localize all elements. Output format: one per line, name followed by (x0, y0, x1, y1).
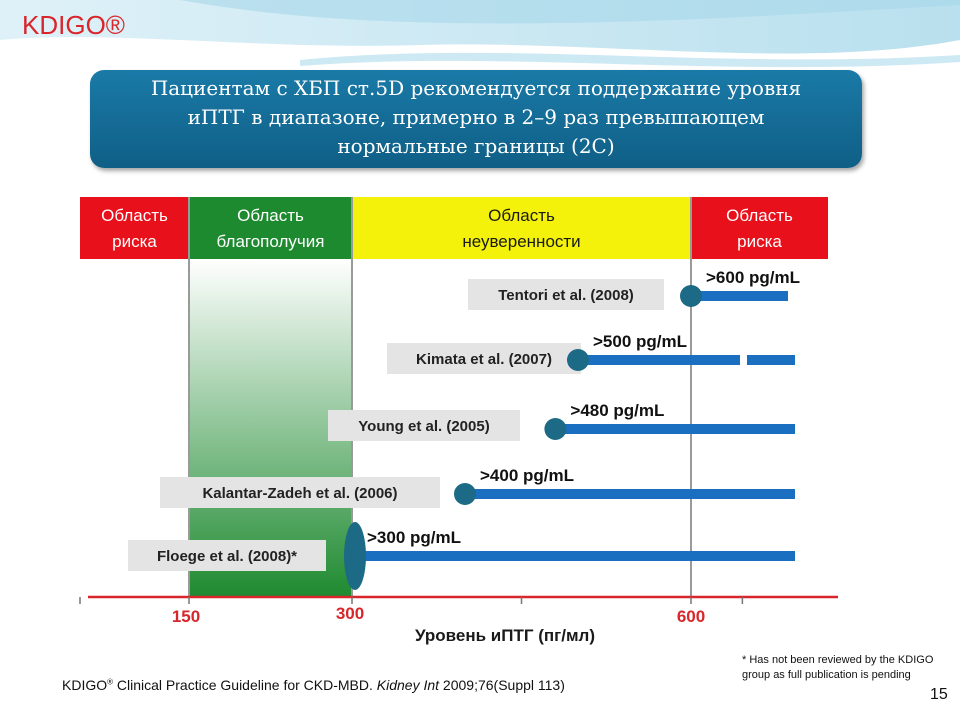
zone-label-1-line-1: благополучия (216, 232, 325, 251)
banner-line-3: нормальные границы (2С) (337, 134, 615, 158)
study-name-2: Young et al. (2005) (358, 418, 490, 435)
study-name-0: Tentori et al. (2008) (498, 287, 634, 304)
threshold-marker-2 (544, 418, 566, 440)
zone-label-2-line-0: Область (488, 206, 555, 225)
threshold-marker-1 (567, 349, 589, 371)
study-name-3: Kalantar-Zadeh et al. (2006) (202, 485, 398, 502)
zone-label-3-line-0: Область (726, 206, 793, 225)
range-bar-2 (555, 424, 795, 434)
page-number: 15 (930, 686, 948, 703)
zone-label-1-line-0: Область (237, 206, 304, 225)
citation-prefix: KDIGO (62, 677, 108, 693)
citation-registered: ® (107, 677, 114, 687)
threshold-label-1: >500 pg/mL (593, 332, 688, 351)
threshold-label-2: >480 pg/mL (570, 401, 665, 420)
range-bar-0 (691, 291, 788, 301)
range-bar-1 (578, 355, 740, 365)
zone-label-0-line-1: риска (112, 232, 157, 251)
threshold-label-0: >600 pg/mL (706, 268, 801, 287)
range-bar-1-segment-2 (747, 355, 795, 365)
banner-line-1: Пациентам с ХБП ст.5D рекомендуется поддержание уровня (150, 76, 802, 100)
zone-label-0-line-0: Область (101, 206, 168, 225)
citation-text: Clinical Practice Guideline for CKD-MBD. (113, 677, 377, 693)
range-bar-4 (352, 551, 795, 561)
zone-label-3-line-1: риска (737, 232, 782, 251)
citation-journal: Kidney Int (376, 677, 440, 693)
footnote: * Has not been reviewed by the KDIGO group as full publication is pending (742, 654, 934, 681)
threshold-label-4: >300 pg/mL (367, 528, 462, 547)
x-tick-label-0: 150 (171, 607, 201, 626)
study-name-4: Floege et al. (2008)* (156, 548, 298, 565)
citation-ref: 2009;76(Suppl 113) (439, 677, 565, 693)
banner-line-2: иПТГ в диапазоне, примерно в 2–9 раз превышающем (187, 105, 765, 129)
x-tick-label-1: 300 (335, 604, 365, 623)
x-tick-label-2: 600 (676, 607, 706, 626)
kdigo-logo: KDIGO® (22, 10, 125, 40)
threshold-label-3: >400 pg/mL (480, 466, 575, 485)
range-bar-3 (465, 489, 795, 499)
zone-label-2-line-1: неуверенности (462, 232, 581, 251)
citation (62, 677, 565, 693)
x-axis-title: Уровень иПТГ (пг/мл) (414, 626, 596, 645)
threshold-marker-0 (680, 285, 702, 307)
threshold-marker-4 (344, 522, 366, 590)
threshold-marker-3 (454, 483, 476, 505)
study-name-1: Kimata et al. (2007) (416, 351, 552, 368)
